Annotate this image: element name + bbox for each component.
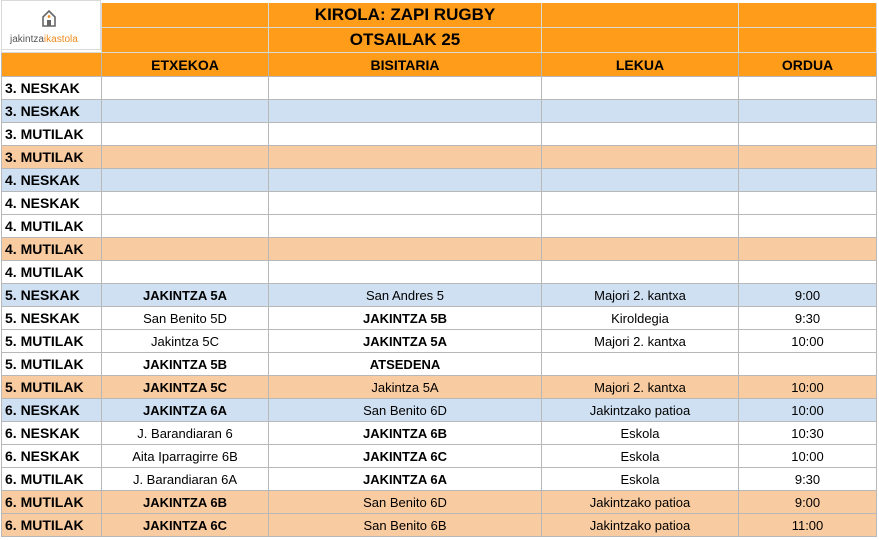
home-team-cell[interactable]: JAKINTZA 6B — [102, 491, 269, 514]
time-cell[interactable]: 10:30 — [739, 422, 877, 445]
place-cell[interactable] — [542, 100, 739, 123]
table-row — [1, 330, 877, 353]
away-team-cell[interactable] — [269, 169, 542, 192]
category-cell[interactable]: 6. MUTILAK — [1, 468, 102, 491]
home-team-cell[interactable] — [102, 146, 269, 169]
place-cell[interactable] — [542, 215, 739, 238]
category-cell[interactable]: 6. MUTILAK — [1, 491, 102, 514]
place-cell[interactable] — [542, 169, 739, 192]
away-team-cell[interactable] — [269, 77, 542, 100]
time-cell[interactable] — [739, 169, 877, 192]
table-row — [1, 146, 877, 169]
logo-text: jakintzaikastola — [10, 34, 78, 45]
category-cell[interactable]: 4. MUTILAK — [1, 261, 102, 284]
category-cell[interactable]: 5. MUTILAK — [1, 376, 102, 399]
home-team-cell[interactable] — [102, 169, 269, 192]
category-cell[interactable]: 3. MUTILAK — [1, 146, 102, 169]
place-cell[interactable] — [542, 77, 739, 100]
time-cell[interactable] — [739, 146, 877, 169]
category-cell[interactable]: 6. MUTILAK — [1, 514, 102, 537]
time-cell[interactable]: 10:00 — [739, 376, 877, 399]
column-header-time[interactable]: ORDUA — [739, 53, 877, 77]
home-team-cell[interactable]: JAKINTZA 5B — [102, 353, 269, 376]
time-cell[interactable]: 10:00 — [739, 445, 877, 468]
category-cell[interactable]: 3. NESKAK — [1, 100, 102, 123]
place-cell[interactable]: Eskola — [542, 468, 739, 491]
table-row — [1, 238, 877, 261]
column-header-category[interactable] — [1, 53, 102, 77]
home-team-cell[interactable]: San Benito 5D — [102, 307, 269, 330]
subtitle-cell[interactable]: OTSAILAK 25 — [269, 28, 542, 53]
schedule-table — [1, 3, 877, 537]
category-cell[interactable]: 4. MUTILAK — [1, 238, 102, 261]
away-team-cell[interactable] — [269, 123, 542, 146]
category-cell[interactable]: 4. MUTILAK — [1, 215, 102, 238]
time-cell[interactable]: 11:00 — [739, 514, 877, 537]
place-cell[interactable]: Eskola — [542, 422, 739, 445]
place-cell[interactable] — [542, 353, 739, 376]
home-team-cell[interactable] — [102, 100, 269, 123]
home-team-cell[interactable]: JAKINTZA 5C — [102, 376, 269, 399]
place-cell[interactable]: Jakintzako patioa — [542, 491, 739, 514]
table-row — [1, 215, 877, 238]
place-cell[interactable] — [542, 238, 739, 261]
away-team-cell[interactable] — [269, 192, 542, 215]
home-team-cell[interactable] — [102, 238, 269, 261]
time-cell[interactable] — [739, 100, 877, 123]
away-team-cell[interactable] — [269, 215, 542, 238]
house-icon — [41, 8, 57, 28]
column-header-away[interactable]: BISITARIA — [269, 53, 542, 77]
away-team-cell[interactable]: JAKINTZA 6C — [269, 445, 542, 468]
home-team-cell[interactable]: J. Barandiaran 6 — [102, 422, 269, 445]
away-team-cell[interactable]: JAKINTZA 5A — [269, 330, 542, 353]
category-cell[interactable]: 6. NESKAK — [1, 399, 102, 422]
place-cell[interactable]: Majori 2. kantxa — [542, 330, 739, 353]
column-header-row — [1, 53, 877, 77]
time-cell[interactable] — [739, 77, 877, 100]
table-row — [1, 376, 877, 399]
away-team-cell[interactable] — [269, 100, 542, 123]
place-cell[interactable]: Majori 2. kantxa — [542, 376, 739, 399]
header-cell[interactable] — [542, 28, 739, 53]
category-cell[interactable]: 4. NESKAK — [1, 192, 102, 215]
place-cell[interactable] — [542, 261, 739, 284]
time-cell[interactable] — [739, 192, 877, 215]
time-cell[interactable]: 10:00 — [739, 399, 877, 422]
away-team-cell[interactable] — [269, 146, 542, 169]
place-cell[interactable]: Kiroldegia — [542, 307, 739, 330]
time-cell[interactable]: 9:30 — [739, 468, 877, 491]
away-team-cell[interactable]: San Benito 6D — [269, 399, 542, 422]
away-team-cell[interactable]: San Benito 6B — [269, 514, 542, 537]
away-team-cell[interactable]: JAKINTZA 5B — [269, 307, 542, 330]
away-team-cell[interactable]: San Andres 5 — [269, 284, 542, 307]
table-row — [1, 422, 877, 445]
place-cell[interactable] — [542, 192, 739, 215]
school-logo — [1, 0, 101, 50]
category-cell[interactable]: 6. NESKAK — [1, 445, 102, 468]
table-row — [1, 100, 877, 123]
table-row — [1, 445, 877, 468]
table-row — [1, 261, 877, 284]
category-cell[interactable]: 5. MUTILAK — [1, 353, 102, 376]
table-row — [1, 468, 877, 491]
table-row — [1, 399, 877, 422]
category-cell[interactable]: 5. MUTILAK — [1, 330, 102, 353]
away-team-cell[interactable]: San Benito 6D — [269, 491, 542, 514]
place-cell[interactable]: Jakintzako patioa — [542, 399, 739, 422]
header-cell[interactable] — [102, 3, 269, 28]
home-team-cell[interactable] — [102, 192, 269, 215]
time-cell[interactable]: 9:30 — [739, 307, 877, 330]
place-cell[interactable] — [542, 123, 739, 146]
category-cell[interactable]: 5. NESKAK — [1, 307, 102, 330]
column-header-place[interactable]: LEKUA — [542, 53, 739, 77]
away-team-cell[interactable]: JAKINTZA 6A — [269, 468, 542, 491]
home-team-cell[interactable]: JAKINTZA 6C — [102, 514, 269, 537]
header-cell[interactable] — [739, 28, 877, 53]
away-team-cell[interactable]: Jakintza 5A — [269, 376, 542, 399]
table-row — [1, 169, 877, 192]
time-cell[interactable]: 9:00 — [739, 491, 877, 514]
place-cell[interactable]: Majori 2. kantxa — [542, 284, 739, 307]
time-cell[interactable] — [739, 123, 877, 146]
place-cell[interactable]: Jakintzako patioa — [542, 514, 739, 537]
away-team-cell[interactable]: ATSEDENA — [269, 353, 542, 376]
header-cell[interactable] — [739, 3, 877, 28]
home-team-cell[interactable]: J. Barandiaran 6A — [102, 468, 269, 491]
table-row — [1, 514, 877, 537]
table-row — [1, 307, 877, 330]
time-cell[interactable]: 9:00 — [739, 284, 877, 307]
away-team-cell[interactable]: JAKINTZA 6B — [269, 422, 542, 445]
away-team-cell[interactable] — [269, 238, 542, 261]
time-cell[interactable] — [739, 215, 877, 238]
place-cell[interactable]: Eskola — [542, 445, 739, 468]
header-cell[interactable] — [102, 28, 269, 53]
category-cell[interactable]: 6. NESKAK — [1, 422, 102, 445]
table-row — [1, 353, 877, 376]
category-cell[interactable]: 3. NESKAK — [1, 77, 102, 100]
home-team-cell[interactable]: Aita Iparragirre 6B — [102, 445, 269, 468]
home-team-cell[interactable] — [102, 77, 269, 100]
home-team-cell[interactable]: JAKINTZA 5A — [102, 284, 269, 307]
away-team-cell[interactable] — [269, 261, 542, 284]
table-row — [1, 192, 877, 215]
title-row-1 — [1, 3, 877, 28]
table-row — [1, 284, 877, 307]
table-row — [1, 491, 877, 514]
home-team-cell[interactable]: JAKINTZA 6A — [102, 399, 269, 422]
time-cell[interactable] — [739, 353, 877, 376]
time-cell[interactable]: 10:00 — [739, 330, 877, 353]
home-team-cell[interactable]: Jakintza 5C — [102, 330, 269, 353]
column-header-home[interactable]: ETXEKOA — [102, 53, 269, 77]
home-team-cell[interactable] — [102, 215, 269, 238]
title-cell[interactable]: KIROLA: ZAPI RUGBY — [269, 3, 542, 28]
home-team-cell[interactable] — [102, 123, 269, 146]
header-cell[interactable] — [542, 3, 739, 28]
time-cell[interactable] — [739, 238, 877, 261]
category-cell[interactable]: 4. NESKAK — [1, 169, 102, 192]
place-cell[interactable] — [542, 146, 739, 169]
table-row — [1, 123, 877, 146]
category-cell[interactable]: 3. MUTILAK — [1, 123, 102, 146]
category-cell[interactable]: 5. NESKAK — [1, 284, 102, 307]
title-row-2 — [1, 28, 877, 53]
time-cell[interactable] — [739, 261, 877, 284]
table-row — [1, 77, 877, 100]
home-team-cell[interactable] — [102, 261, 269, 284]
table-body — [1, 77, 877, 537]
